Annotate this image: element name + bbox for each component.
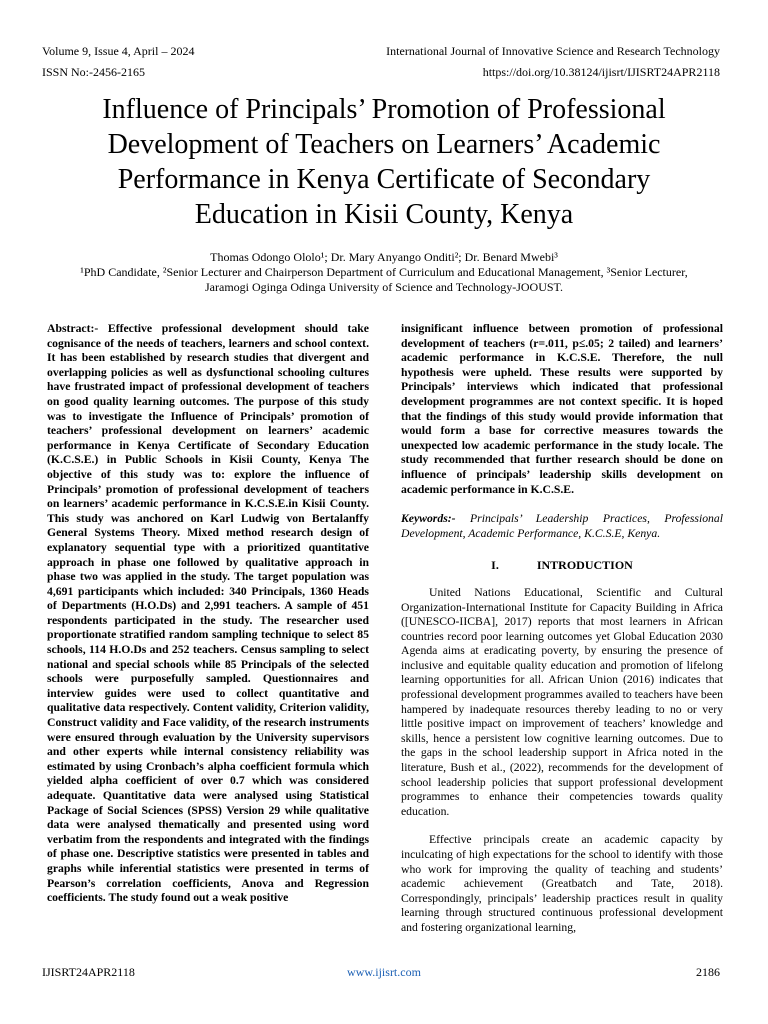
author-names: Thomas Odongo Ololo¹; Dr. Mary Anyango Onditi²; Dr. Benard Mwebi³ (210, 250, 558, 264)
paper-title (40, 92, 728, 232)
title-line: Education in Kisii County, Kenya (194, 199, 574, 230)
footer-website-link[interactable]: www.ijisrt.com (347, 965, 421, 979)
title-line: Development of Teachers on Learners’ Academic (107, 129, 661, 160)
volume-issue: Volume 9, Issue 4, April – 2024 (42, 44, 195, 58)
affiliation-line: ¹PhD Candidate, ²Senior Lecturer and Chairperson Department of Curriculum and Educational Management, ³Senior Lecturer, (80, 265, 688, 279)
title-line: Performance in Kenya Certificate of Secondary (117, 164, 651, 195)
journal-name: International Journal of Innovative Science and Research Technology (386, 44, 720, 58)
author-block (40, 250, 728, 295)
affiliation-line: Jaramogi Oginga Odinga University of Science and Technology-JOOUST. (205, 280, 563, 294)
intro-paragraph: United Nations Educational, Scientific and Cultural Organization-International Institute for Capacity Building in Africa ([UNESCO-IICBA], 2017) reports that most learners in African countries record poor learning outcomes yet Global Education 2030 Agenda aims at eradicating poverty, by ensuring the presence of inclusive and equitable quality education and promotion of lifelong learning opportunities for all. African Union (2016) indicates that professional development programmes availed to teachers have been hampered by inadequate resources thereby leading to no or very little positive impact on improvement of teachers’ knowledge and skills, hence a persistent low cognitive learning outcomes. Due to the gaps in the school leadership support in Africa noted in the literature, Bush et al., (2022), recommends for the development of school leadership policies that support professional development programmes to enhance their competencies towards quality education. (401, 585, 723, 818)
keywords (401, 512, 723, 541)
right-column (401, 322, 723, 936)
left-column (47, 322, 369, 906)
issn: ISSN No:-2456-2165 (42, 65, 146, 79)
section-title: INTRODUCTION (536, 558, 633, 573)
title-line: Influence of Principals’ Promotion of Professional (102, 94, 666, 125)
intro-paragraph: Effective principals create an academic capacity by inculcating of high expectations for the school to identify with those who work for improving the quality of teaching and students’ academic achievement (Greatbatch and Tate, 2018). Correspondingly, principals’ leadership practices result in quality learning through structured continuous professional development and fostering organizational learning, (401, 833, 723, 934)
section-heading (401, 558, 723, 573)
section-number: I. (491, 558, 499, 573)
page-number: 2186 (696, 965, 720, 979)
keywords-label: Keywords:- (401, 512, 456, 526)
doi-link[interactable]: https://doi.org/10.38124/ijisrt/IJISRT24APR2118 (482, 65, 720, 79)
abstract-text-continued: insignificant influence between promotion of professional development of teachers (r=.011, p≤.05; 2 tailed) and learners’ academic performance in K.C.S.E. Therefore, the null hypothesis were upheld. These results were supported by Principals’ interviews which indicated that professional development programmes are not context specific. It is hoped that the findings of this study would provide information that would form a base for corrective measures towards the unexpected low academic performance in the study locale. The study recommended that further research should be done on influence of principals’ leadership skills development on academic performance in K.C.S.E. (401, 322, 723, 496)
keywords-text: Principals’ Leadership Practices, Professional Development, Academic Performance, K.C.S.E, Kenya. (401, 512, 723, 540)
abstract-text: Abstract:- Effective professional development should take cognisance of the needs of teachers, learners and school context. It has been established by research studies that divergent and overlapping policies as well as dysfunctional schooling cultures have frustrated impact of professional development of teachers on good quality learning outcomes. The purpose of this study was to investigate the Influence of Principals’ promotion of teachers’ professional development on learners’ academic performance in Kenya Certificate of Secondary Education (K.C.S.E.) in Public Schools in Kisii County, Kenya The objective of this study was to: explore the influence of Principals’ promotion of professional development of teachers on learners’ academic performance in K.C.S.E.in Kisii County. This study was anchored on Karl Ludwig von Bertalanffy General Systems Theory. Mixed method research design of explanatory sequential type with a prioritized quantitative approach in phase one followed by qualitative approach in phase two was applied in the study. The target population was 4,691 participants which included: 340 Principals, 1360 Heads of Departments (H.O.Ds) and 2,991 teachers. A sample of 451 respondents participated in the study. The researcher used proportionate stratified random sampling technique to select 85 schools, 114 H.O.Ds and 252 teachers. Census sampling to select national and special schools while 85 Principals of the selected schools were purposefully sampled. Questionnaires and interview guides were used to collect quantitative and qualitative data respectively. Content validity, Criterion validity, Construct validity and Face validity, of the research instruments were ensured through evaluation by the University supervisors and other experts while internal consistency reliability was estimated by using Cronbach’s alpha coefficient formula which yielded alpha coefficient of over 0.7 which was considered adequate. Quantitative data were analysed using Statistical Package of Social Sciences (SPSS) Version 29 while qualitative data were analysed thematically and presented using word verbatim from the respondents and integrated with the findings of phase one. Descriptive statistics were presented in tables and graphs while inferential statistics were presented in terms of Pearson’s correlation coefficients, Anova and Regression coefficients. The study found out a weak positive (47, 322, 369, 905)
footer-paper-id: IJISRT24APR2118 (42, 965, 135, 979)
